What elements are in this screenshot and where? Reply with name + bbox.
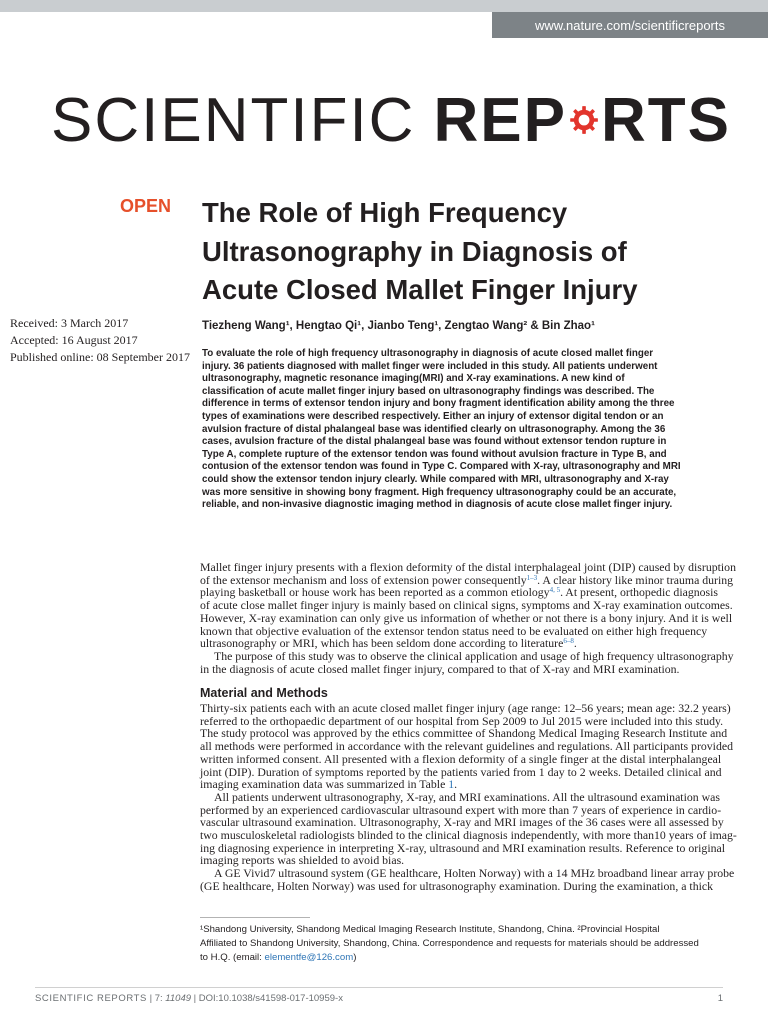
article-dates	[10, 315, 195, 366]
accepted-date: Accepted: 16 August 2017	[10, 333, 138, 347]
abstract-line: To evaluate the role of high frequency ultrasonography in diagnosis of acute closed mallet finger	[202, 348, 654, 359]
logo-word-scientific: SCIENTIFIC	[51, 85, 416, 155]
abstract-line: injury. 36 patients diagnosed with mallet finger were included in this study. All patients underwent	[202, 360, 658, 372]
body-line: imaging reports was shielded to avoid bias.	[200, 853, 405, 868]
title-line: Ultrasonography in Diagnosis of	[202, 235, 627, 267]
body-line: However, X-ray examination can only give us information of whether or not there is a bony injury. And it is well	[200, 610, 733, 625]
abstract-line: contusion of the extensor tendon was found in Type C. Compared with X-ray, ultrasonography and MRI	[202, 461, 681, 473]
body-line: (GE healthcare, Holten Norway) was used for ultrasonography examination. During the examination, a thick	[200, 878, 714, 893]
body-line: vascular ultrasound examination. Ultrasonography, X-ray and MRI images of the 36 cases were all assessed by	[200, 815, 724, 830]
body-line: The study protocol was approved by the ethics committee of Shandong Medical Imaging Research Institute and	[200, 726, 728, 741]
body-line: The purpose of this study was to observe the clinical application and usage of high frequency ultrasonography	[214, 648, 734, 663]
abstract-line: difference in terms of extensor tendon injury and bony fragment identification ability among the three	[202, 398, 675, 410]
methods-paragraphs	[200, 701, 737, 893]
title-line: Acute Closed Mallet Finger Injury	[202, 274, 638, 305]
footnote-line: to H.Q. (email: elementfe@126.com)	[200, 952, 357, 963]
body-line: known that objective evaluation of the extensor tendon status need to be evaluated on either high frequency	[200, 623, 708, 638]
body-line: of acute close mallet finger injury is mainly based on clinical signs, symptoms and X-ray examination outcomes.	[200, 598, 733, 613]
body-line: All patients underwent ultrasonography, X-ray, and MRI examinations. All the ultrasound examination was	[214, 789, 720, 804]
footer-journal: SCIENTIFIC REPORTS	[35, 993, 147, 1004]
footnote-divider	[200, 917, 310, 918]
affiliation-footnote	[200, 923, 718, 965]
article-title	[202, 194, 742, 310]
body-line: written informed consent. All presented with a flexion deformity of a single finger at the distal interphalangeal	[200, 751, 722, 766]
section-heading: Material and Methods	[200, 686, 328, 700]
introduction-paragraphs	[200, 560, 736, 676]
page-footer	[35, 993, 723, 1004]
body-line: ing diagnosing experience in interpreting X-ray, ultrasound and MRI examination results. Reference to original	[200, 840, 726, 855]
body-line: performed by an experienced cardiovascular ultrasound expert with more than 7 years of experience in cardio-	[200, 802, 722, 817]
citation-link[interactable]: 4, 5	[549, 586, 561, 595]
published-date: Published online: 08 September 2017	[10, 350, 190, 364]
footer-article-number: 11049	[165, 993, 192, 1004]
abstract-line: cases, avulsion fracture of the distal phalangeal base was found without extensor tendon rupture in	[202, 436, 667, 448]
gear-icon	[569, 95, 599, 145]
body-line: A GE Vivid7 ultrasound system (GE healthcare, Holten Norway) with a 14 MHz broadband linear array probe	[214, 866, 735, 881]
title-line: The Role of High Frequency	[202, 197, 568, 228]
abstract-line: could show the extensor tendon injury clearly. While compared with MRI, ultrasonography and X-ray	[202, 473, 669, 485]
logo-word-rep: REP	[433, 85, 567, 155]
body-line: two musculoskeletal radiologists blinded to the clinical diagnosis independently, with more than10 years of imag-	[200, 828, 737, 843]
abstract-line: classification of acute mallet finger injury based on ultrasonography findings was described. The	[202, 385, 655, 397]
email-link[interactable]: elementfe@126.com	[264, 952, 354, 963]
citation-link[interactable]: 6–8	[563, 637, 574, 646]
abstract	[202, 348, 718, 512]
footer-citation: SCIENTIFIC REPORTS | 7: 11049 | DOI:10.1038/s41598-017-10959-x	[35, 993, 343, 1004]
page-number: 1	[717, 993, 723, 1004]
abstract-line: was more sensitive in showing bony fragment. High frequency ultrasonography could be an accurate,	[202, 486, 677, 498]
body-line: of the extensor mechanism and loss of extension power consequently$^{1-3}$. A clear history like minor trauma during	[200, 572, 734, 587]
body-line: Mallet finger injury presents with a flexion deformity of the distal interphalageal joint (DIP) caused by disruption	[200, 560, 736, 574]
received-date: Received: 3 March 2017	[10, 316, 129, 330]
body-line: referred to the orthopaedic department of our hospital from Sep 2009 to Jul 2015 were included into this study.	[200, 713, 724, 728]
body-line: imaging examination data was summarized in Table 1.	[200, 777, 458, 792]
abstract-line: reliable, and non-invasive diagnostic imaging method in diagnosis of acute close mallet finger injury.	[202, 499, 673, 511]
citation-link[interactable]: 1–3	[526, 573, 538, 582]
abstract-line: types of examinations were described respectively. Either an injury of extensor digital tendon or an	[202, 410, 664, 422]
author-list: Tiezheng Wang¹, Hengtao Qi¹, Jianbo Teng¹, Zengtao Wang² & Bin Zhao¹	[202, 320, 595, 332]
open-access-label: OPEN	[120, 196, 172, 216]
footer-divider	[35, 987, 723, 988]
abstract-line: Type A, complete rupture of the extensor tendon was found without avulsion fracture in Type B, and	[202, 448, 667, 460]
body-line: in the diagnosis of acute closed mallet finger injury, compared to that of X-ray and MRI examination.	[200, 661, 680, 676]
journal-url-link[interactable]: www.nature.com/scientificreports	[492, 12, 768, 38]
journal-logo	[51, 80, 731, 160]
body-line: playing basketball or house work has been reported as a common etiology$^{4, 5}$. At present, orthopedic diagnosis	[200, 585, 718, 600]
body-line: ultrasonography or MRI, which has been seldom done according to literature$^{6-8}$.	[200, 636, 577, 651]
footnote-line: ¹Shandong University, Shandong Medical Imaging Research Institute, Shandong, China. ²Provincial Hospital	[200, 924, 660, 935]
body-line: all methods were performed in accordance with the relevant guidelines and regulations. All participants provided	[200, 739, 733, 754]
top-bar	[0, 0, 768, 12]
logo-word-rts: RTS	[601, 85, 731, 155]
table-link[interactable]: 1	[448, 777, 455, 792]
footnote-line: Affiliated to Shandong University, Shandong, China. Correspondence and requests for materials should be addressed	[200, 938, 699, 949]
abstract-line: ultrasonography, magnetic resonance imaging(MRI) and X-ray examinations. A new kind of	[202, 373, 625, 385]
body-line: joint (DIP). Duration of symptoms reported by the patients varied from 1 day to 2 weeks. Detailed clinical and	[200, 764, 722, 779]
abstract-line: avulsion fracture of distal phalangeal base was identified clearly on ultrasonography. Among the 36	[202, 423, 666, 435]
footer-doi[interactable]: | DOI:10.1038/s41598-017-10959-x	[191, 993, 343, 1004]
body-line: Thirty-six patients each with an acute closed mallet finger injury (age range: 12–56 years; mean age: 32.2 years)	[200, 701, 731, 715]
